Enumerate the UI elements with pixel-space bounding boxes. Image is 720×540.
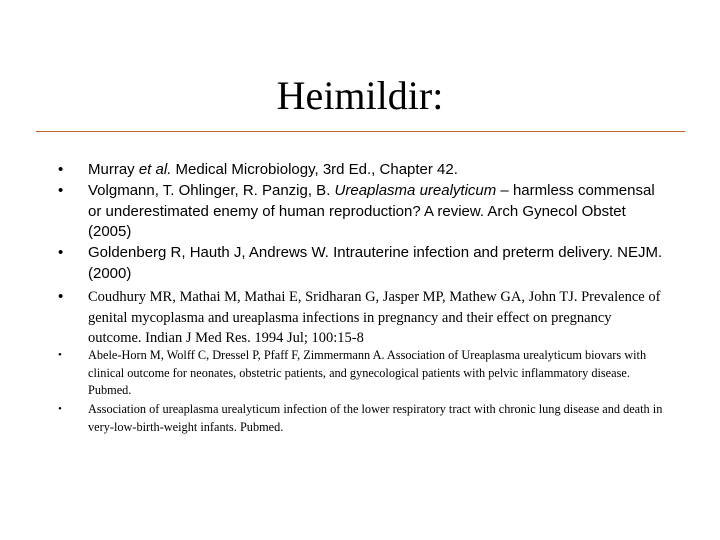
reference-italic: Ureaplasma urealyticum [334,182,497,199]
reference-authors: Murray [88,161,139,178]
bullet-icon: • [58,349,62,361]
reference-text: Abele-Horn M, Wolff C, Dressel P, Pfaff F, Zimmermann A. Association of Ureaplasma urealyticum biovars with clinical outcome for neonates, obstetric patients, and gynecological patients with pelvic inflammatory disease. Pubmed. [88,348,647,397]
reference-text: Coudhury MR, Mathai M, Mathai E, Sridharan G, Jasper MP, Mathew GA, John TJ. Prevalence of genital mycoplasma and ureaplasma infections in pregnancy and their effect on pregnancy outcome. Indian J Med Res. 1994 Jul; 100:15-8 [88,289,661,346]
reference-rest: Medical Microbiology, 3rd Ed., Chapter 42. [171,161,458,178]
reference-text [88,181,668,243]
title-divider [36,131,685,132]
reference-authors: Volgmann, T. Ohlinger, R. Panzig, B. [88,182,335,199]
reference-italic: et al. [138,161,172,178]
bullet-icon: • [58,244,64,261]
bullet-icon: • [58,161,64,178]
reference-text: Goldenberg R, Hauth J, Andrews W. Intrauterine infection and preterm delivery. NEJM. (2000) [88,244,663,282]
reference-text [88,160,668,181]
slide-title: Heimildir: [276,73,444,118]
reference-text: Association of ureaplasma urealyticum infection of the lower respiratory tract with chronic lung disease and death in very-low-birth-weight infants. Pubmed. [88,402,663,434]
bullet-icon: • [58,403,62,415]
bullet-icon: • [58,288,64,305]
reference-rest: – harmless commensal or underestimated enemy of human reproduction? A review. Arch Gynecol Obstet (2005) [88,182,655,240]
bullet-icon: • [58,182,64,199]
